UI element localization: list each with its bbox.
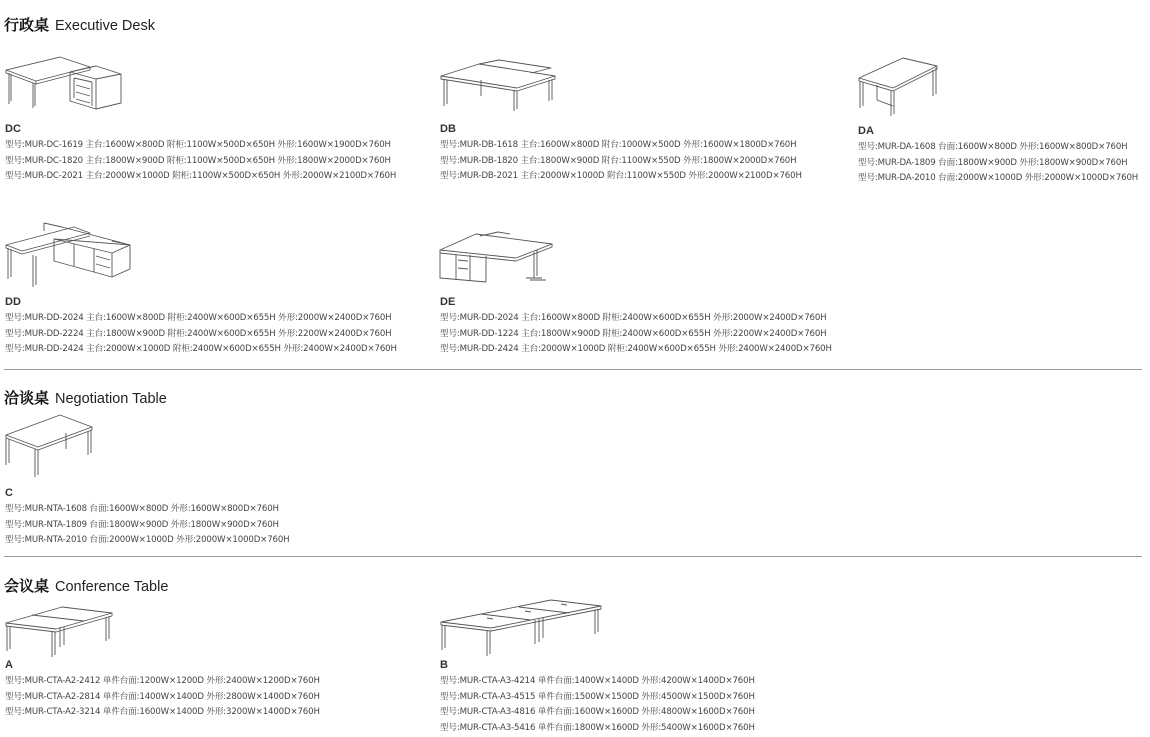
- product-code: DB: [440, 123, 456, 135]
- section-title-zh: 行政桌: [4, 16, 50, 34]
- product-spec-dd: [5, 295, 397, 358]
- product-spec-dc: [5, 122, 396, 185]
- product-image-da: [857, 56, 941, 118]
- spec-line: 型号:MUR-DA-1608 台面:1600W×800D 外形:1600W×800D×760H: [858, 142, 1128, 152]
- product-code: C: [5, 487, 13, 499]
- spec-line: 型号:MUR-NTA-2010 台面:2000W×1000D 外形:2000W×1000D×760H: [5, 535, 290, 546]
- spec-line: 型号:MUR-CTA-A3-4515 单件台面:1500W×1500D 外形:4500W×1500D×760H: [440, 691, 755, 702]
- spec-line: 型号:MUR-CTA-A2-2412 单件台面:1200W×1200D 外形:2400W×1200D×760H: [5, 676, 320, 686]
- product-code: DE: [440, 296, 456, 308]
- product-code: DD: [5, 296, 21, 308]
- product-code: A: [5, 659, 13, 671]
- product-spec-de: [440, 295, 832, 358]
- spec-line: 型号:MUR-DB-1820 主台:1800W×900D 附台:1100W×550D 外形:1800W×2000D×760H: [440, 155, 797, 166]
- product-image-a: [4, 603, 114, 659]
- section-divider: [4, 556, 1142, 557]
- section-title-executive-desk: [4, 14, 155, 35]
- spec-line: 型号:MUR-CTA-A2-3214 单件台面:1600W×1400D 外形:3200W×1400D×760H: [5, 707, 320, 718]
- spec-line: 型号:MUR-DC-2021 主台:2000W×1000D 附柜:1100W×500D×650H 外形:2000W×2100D×760H: [5, 171, 397, 182]
- product-spec-a: [5, 658, 320, 721]
- product-image-dd: [4, 221, 132, 289]
- spec-line: 型号:MUR-DA-1809 台面:1800W×900D 外形:1800W×900D×760H: [858, 157, 1128, 168]
- spec-line: 型号:MUR-DC-1619 主台:1600W×800D 附柜:1100W×500D×650H 外形:1600W×1900D×760H: [5, 140, 391, 150]
- product-spec-db: [440, 122, 802, 185]
- spec-line: 型号:MUR-DC-1820 主台:1800W×900D 附柜:1100W×500D×650H 外形:1800W×2000D×760H: [5, 155, 391, 166]
- spec-line: 型号:MUR-CTA-A3-4214 单件台面:1400W×1400D 外形:4200W×1400D×760H: [440, 676, 755, 686]
- spec-line: 型号:MUR-DD-2424 主台:2000W×1000D 附柜:2400W×600D×655H 外形:2400W×2400D×760H: [5, 344, 397, 355]
- spec-line: 型号:MUR-DD-2224 主台:1800W×900D 附柜:2400W×600D×655H 外形:2200W×2400D×760H: [5, 328, 392, 339]
- product-image-b: [439, 598, 603, 660]
- product-spec-da: [858, 124, 1138, 187]
- spec-line: 型号:MUR-CTA-A3-5416 单件台面:1800W×1600D 外形:5400W×1600D×760H: [440, 723, 755, 734]
- spec-line: 型号:MUR-NTA-1608 台面:1600W×800D 外形:1600W×800D×760H: [5, 504, 279, 514]
- section-title-negotiation-table: [4, 387, 167, 408]
- spec-line: 型号:MUR-DB-2021 主台:2000W×1000D 附台:1100W×550D 外形:2000W×2100D×760H: [440, 171, 802, 182]
- spec-line: 型号:MUR-DD-1224 主台:1800W×900D 附柜:2400W×600D×655H 外形:2200W×2400D×760H: [440, 328, 827, 339]
- product-image-db: [439, 56, 557, 112]
- spec-line: 型号:MUR-DD-2024 主台:1600W×800D 附柜:2400W×600D×655H 外形:2000W×2400D×760H: [440, 313, 827, 323]
- product-code: B: [440, 659, 448, 671]
- spec-line: 型号:MUR-DD-2024 主台:1600W×800D 附柜:2400W×600D×655H 外形:2000W×2400D×760H: [5, 313, 392, 323]
- spec-line: 型号:MUR-CTA-A3-4816 单件台面:1600W×1600D 外形:4800W×1600D×760H: [440, 707, 755, 718]
- product-spec-b: [440, 658, 755, 737]
- section-title-en: Conference Table: [55, 579, 169, 595]
- section-divider: [4, 369, 1142, 370]
- spec-line: 型号:MUR-DB-1618 主台:1600W×800D 附台:1000W×500D 外形:1600W×1800D×760H: [440, 140, 797, 150]
- section-title-zh: 洽谈桌: [4, 389, 50, 407]
- product-code: DA: [858, 125, 874, 137]
- section-title-zh: 会议桌: [4, 577, 50, 595]
- spec-line: 型号:MUR-DD-2424 主台:2000W×1000D 附柜:2400W×600D×655H 外形:2400W×2400D×760H: [440, 344, 832, 355]
- section-title-conference-table: [4, 575, 168, 596]
- product-image-de: [438, 228, 554, 286]
- product-spec-c: [5, 486, 290, 549]
- product-image-dc: [4, 54, 124, 110]
- product-code: DC: [5, 123, 21, 135]
- section-title-en: Executive Desk: [55, 18, 155, 34]
- product-image-c: [4, 413, 94, 479]
- spec-line: 型号:MUR-NTA-1809 台面:1800W×900D 外形:1800W×900D×760H: [5, 519, 279, 530]
- spec-line: 型号:MUR-DA-2010 台面:2000W×1000D 外形:2000W×1000D×760H: [858, 173, 1139, 184]
- section-title-en: Negotiation Table: [55, 391, 167, 407]
- spec-line: 型号:MUR-CTA-A2-2814 单件台面:1400W×1400D 外形:2800W×1400D×760H: [5, 691, 320, 702]
